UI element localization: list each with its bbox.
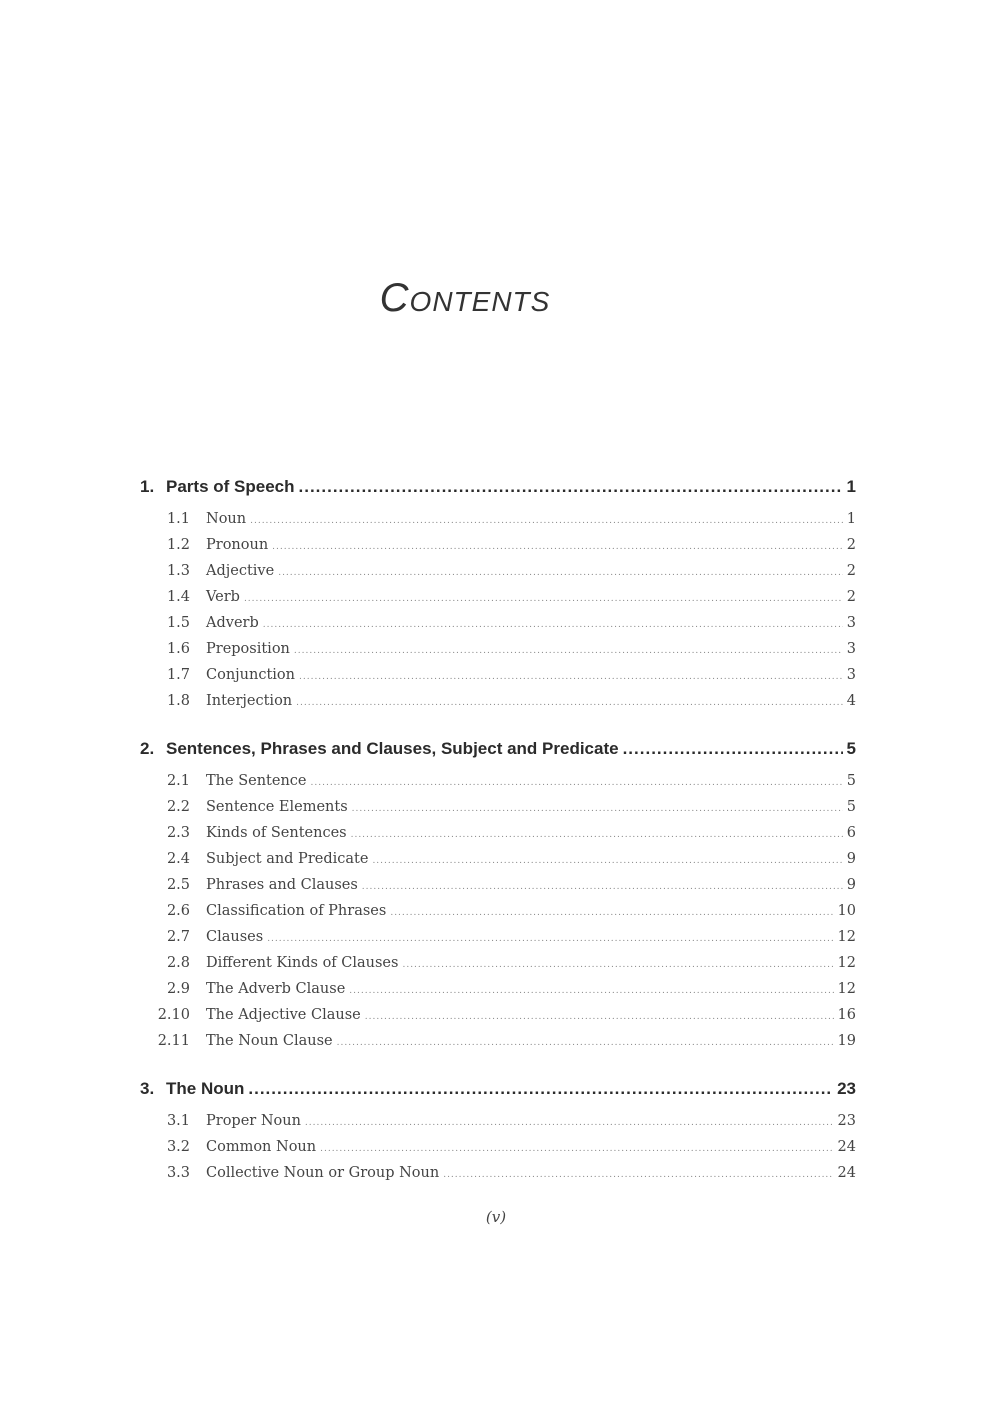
dot-leader <box>443 1162 833 1188</box>
toc-title: The Noun <box>166 1079 245 1098</box>
dot-leader <box>305 1110 834 1136</box>
toc-page-number: 12 <box>837 981 856 997</box>
toc-subentry[interactable] <box>140 898 856 924</box>
toc-title: Pronoun <box>206 537 269 553</box>
table-of-contents <box>140 474 856 1208</box>
toc-title: Different Kinds of Clauses <box>206 955 399 971</box>
toc-page-number: 3 <box>846 615 856 631</box>
toc-subentry[interactable] <box>140 950 856 976</box>
toc-page-number: 9 <box>846 851 856 867</box>
toc-subentry[interactable] <box>140 688 856 714</box>
toc-subentry[interactable] <box>140 610 856 636</box>
toc-number: 1. <box>140 477 155 496</box>
toc-title: Sentence Elements <box>206 799 348 815</box>
toc-title: Clauses <box>206 929 264 945</box>
toc-page-number: 1 <box>846 477 856 496</box>
toc-subentry[interactable] <box>140 506 856 532</box>
toc-subentry[interactable] <box>140 872 856 898</box>
dot-leader <box>352 796 843 822</box>
toc-number: 2.3 <box>166 825 190 841</box>
toc-page-number: 19 <box>837 1033 856 1049</box>
toc-section <box>140 1076 856 1186</box>
toc-page-number: 24 <box>837 1165 856 1181</box>
toc-number: 2.11 <box>157 1033 190 1049</box>
toc-number: 1.4 <box>166 589 190 605</box>
toc-title: Classification of Phrases <box>206 903 387 919</box>
toc-subentry[interactable] <box>140 584 856 610</box>
toc-page-number: 23 <box>837 1079 856 1098</box>
toc-subentry[interactable] <box>140 1028 856 1054</box>
toc-number: 2.2 <box>166 799 190 815</box>
toc-page-number: 3 <box>846 667 856 683</box>
toc-title: Common Noun <box>206 1139 317 1155</box>
toc-subentry[interactable] <box>140 976 856 1002</box>
page-title: Contents <box>379 276 551 320</box>
toc-page-number: 23 <box>837 1113 856 1129</box>
toc-title: The Sentence <box>206 773 307 789</box>
dot-leader <box>278 560 843 586</box>
toc-number: 1.1 <box>166 511 190 527</box>
toc-subentry[interactable] <box>140 1160 856 1186</box>
toc-chapter-entry[interactable] <box>140 474 856 500</box>
toc-title: The Noun Clause <box>206 1033 333 1049</box>
toc-page-number: 5 <box>846 739 856 758</box>
dot-leader <box>365 1004 834 1030</box>
toc-title: Proper Noun <box>206 1113 301 1129</box>
toc-title: The Adverb Clause <box>206 981 346 997</box>
dot-leader <box>272 534 843 560</box>
toc-page-number: 2 <box>846 563 856 579</box>
toc-number: 1.2 <box>166 537 190 553</box>
toc-subentry[interactable] <box>140 636 856 662</box>
toc-number: 3.1 <box>166 1113 190 1129</box>
toc-page-number: 2 <box>846 537 856 553</box>
toc-title: Collective Noun or Group Noun <box>206 1165 440 1181</box>
toc-number: 3. <box>140 1079 155 1098</box>
toc-subentry[interactable] <box>140 768 856 794</box>
toc-subentry[interactable] <box>140 924 856 950</box>
toc-number: 2.7 <box>166 929 190 945</box>
toc-number: 2.6 <box>166 903 190 919</box>
toc-page-number: 10 <box>837 903 856 919</box>
toc-number: 1.8 <box>166 693 190 709</box>
toc-page-number: 24 <box>837 1139 856 1155</box>
toc-page-number: 5 <box>846 799 856 815</box>
dot-leader <box>623 736 843 762</box>
dot-leader <box>402 952 833 978</box>
toc-chapter-entry[interactable] <box>140 736 856 762</box>
toc-number: 2.10 <box>157 1007 190 1023</box>
toc-title: Conjunction <box>206 667 295 683</box>
toc-number: 2.4 <box>166 851 190 867</box>
toc-page-number: 1 <box>846 511 856 527</box>
dot-leader <box>372 848 842 874</box>
dot-leader <box>311 770 843 796</box>
toc-number: 1.5 <box>166 615 190 631</box>
toc-page-number: 6 <box>846 825 856 841</box>
toc-title: Parts of Speech <box>166 477 295 496</box>
toc-title: Noun <box>206 511 247 527</box>
dot-leader <box>351 822 843 848</box>
page-number-footer: (v) <box>485 1208 507 1226</box>
toc-number: 1.3 <box>166 563 190 579</box>
dot-leader <box>250 508 843 534</box>
toc-title: Kinds of Sentences <box>206 825 347 841</box>
toc-title: Adjective <box>206 563 275 579</box>
toc-title: Interjection <box>206 693 293 709</box>
toc-subentry[interactable] <box>140 1108 856 1134</box>
toc-page-number: 2 <box>846 589 856 605</box>
toc-page-number: 12 <box>837 929 856 945</box>
toc-subentry[interactable] <box>140 820 856 846</box>
toc-page-number: 3 <box>846 641 856 657</box>
toc-subentry[interactable] <box>140 846 856 872</box>
dot-leader <box>299 474 843 500</box>
dot-leader <box>294 638 843 664</box>
toc-subentry[interactable] <box>140 532 856 558</box>
toc-section <box>140 474 856 714</box>
toc-title: Preposition <box>206 641 290 657</box>
toc-subentry[interactable] <box>140 558 856 584</box>
toc-page-number: 5 <box>846 773 856 789</box>
toc-title: Adverb <box>206 615 259 631</box>
toc-title: Verb <box>206 589 240 605</box>
toc-chapter-entry[interactable] <box>140 1076 856 1102</box>
toc-number: 1.6 <box>166 641 190 657</box>
dot-leader <box>390 900 833 926</box>
toc-number: 1.7 <box>166 667 190 683</box>
toc-page-number: 9 <box>846 877 856 893</box>
dot-leader <box>263 612 843 638</box>
dot-leader <box>349 978 833 1004</box>
toc-section <box>140 736 856 1054</box>
toc-title: Subject and Predicate <box>206 851 369 867</box>
toc-title: Sentences, Phrases and Clauses, Subject and Predicate <box>166 739 619 758</box>
toc-number: 2.9 <box>166 981 190 997</box>
dot-leader <box>362 874 843 900</box>
dot-leader <box>248 1076 833 1102</box>
dot-leader <box>296 690 843 716</box>
toc-page-number: 16 <box>837 1007 856 1023</box>
toc-number: 3.2 <box>166 1139 190 1155</box>
toc-number: 2. <box>140 739 155 758</box>
toc-number: 2.1 <box>166 773 190 789</box>
toc-page-number: 12 <box>837 955 856 971</box>
dot-leader <box>244 586 843 612</box>
toc-title: The Adjective Clause <box>206 1007 361 1023</box>
toc-number: 3.3 <box>166 1165 190 1181</box>
dot-leader <box>320 1136 833 1162</box>
toc-subentry[interactable] <box>140 662 856 688</box>
dot-leader <box>267 926 833 952</box>
toc-subentry[interactable] <box>140 1002 856 1028</box>
dot-leader <box>337 1030 834 1056</box>
toc-title: Phrases and Clauses <box>206 877 358 893</box>
toc-page-number: 4 <box>846 693 856 709</box>
toc-number: 2.5 <box>166 877 190 893</box>
toc-subentry[interactable] <box>140 1134 856 1160</box>
dot-leader <box>299 664 843 690</box>
toc-subentry[interactable] <box>140 794 856 820</box>
toc-number: 2.8 <box>166 955 190 971</box>
